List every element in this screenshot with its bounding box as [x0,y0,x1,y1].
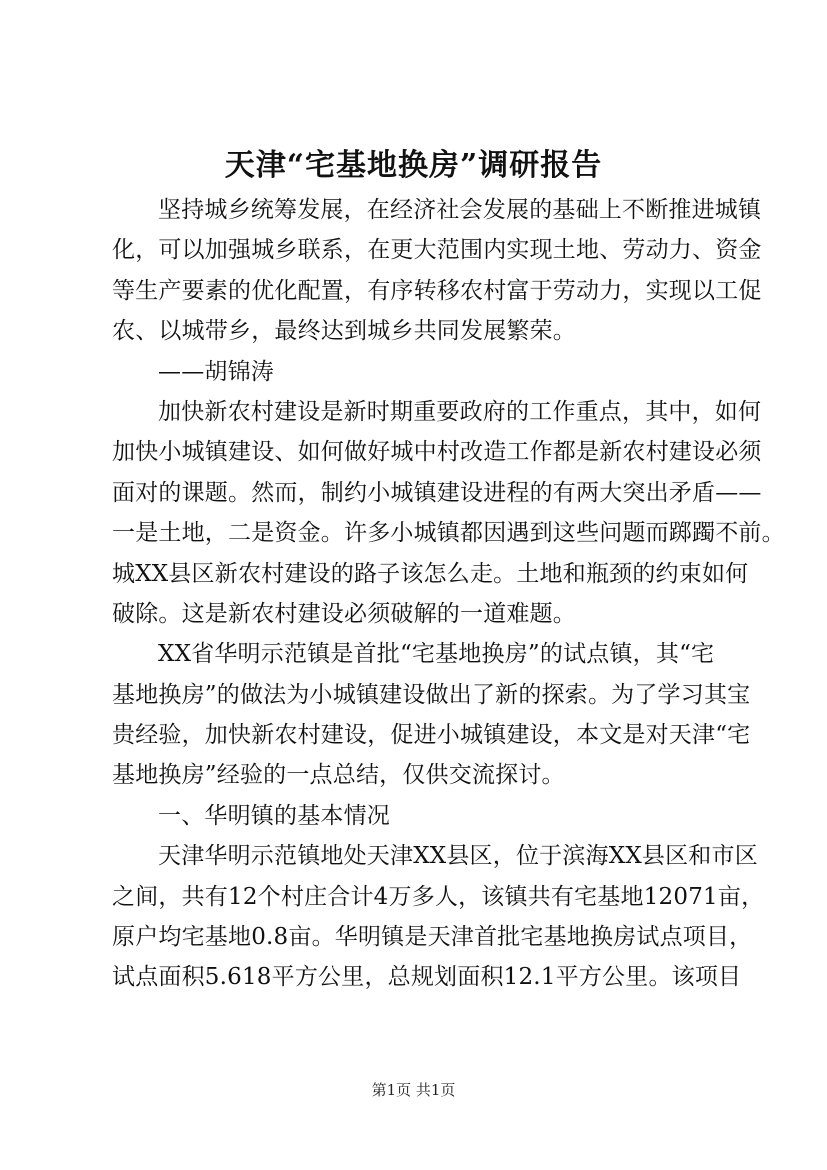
paragraph-basic-situation [112,836,765,998]
text-line: 面对的课题。然而，制约小城镇建设进程的有两大突出矛盾—— [112,479,762,506]
document-body [112,190,785,998]
text-line: 试点面积5.618平方公里，总规划面积12.1平方公里。该项目 [112,964,742,991]
paragraph-attribution [112,352,728,392]
text-line: 之间，共有12个村庄合计4万多人，该镇共有宅基地12071亩， [112,883,765,910]
text-line: 一是土地，二是资金。许多小城镇都因遇到这些问题而踯躅不前。 [112,520,785,547]
text-line: ——胡锦涛 [158,358,274,385]
paragraph-purpose [112,634,751,796]
text-line: 一、华明镇的基本情况 [158,802,390,829]
paragraph-quote [112,190,762,352]
text-line: 破除。这是新农村建设必须破解的一道难题。 [112,600,576,627]
text-line: 坚持城乡统筹发展，在经济社会发展的基础上不断推进城镇 [158,197,762,223]
text-line: 加快小城镇建设、如何做好城中村改造工作都是新农村建设必须 [112,439,762,466]
section-heading [112,796,728,836]
text-line: 基地换房”经验的一点总结，仅供交流探讨。 [112,762,565,789]
text-line: XX省华明示范镇是首批“宅基地换房”的试点镇，其“宅 [158,641,715,668]
text-line: 贵经验，加快新农村建设，促进小城镇建设，本文是对天津“宅 [112,722,751,749]
text-line: 城XX县区新农村建设的路子该怎么走。土地和瓶颈的约束如何 [112,560,749,587]
document-title: 天津“宅基地换房”调研报告 [224,148,603,183]
text-line: 等生产要素的优化配置，有序转移农村富于劳动力，实现以工促 [112,277,762,304]
paragraph-introduction [112,392,785,634]
text-line: 天津华明示范镇地处天津XX县区，位于滨海XX县区和市区 [158,843,758,870]
text-line: 加快新农村建设是新时期重要政府的工作重点，其中，如何 [158,398,762,425]
page-number-footer: 第1页 共1页 [371,1081,456,1099]
text-line: 化，可以加强城乡联系，在更大范围内实现土地、劳动力、资金 [112,237,762,264]
text-line: 农、以城带乡，最终达到城乡共同发展繁荣。 [112,318,576,345]
text-line: 原户均宅基地0.8亩。华明镇是天津首批宅基地换房试点项目， [112,924,753,951]
text-line: 基地换房”的做法为小城镇建设做出了新的探索。为了学习其宝 [112,681,751,708]
